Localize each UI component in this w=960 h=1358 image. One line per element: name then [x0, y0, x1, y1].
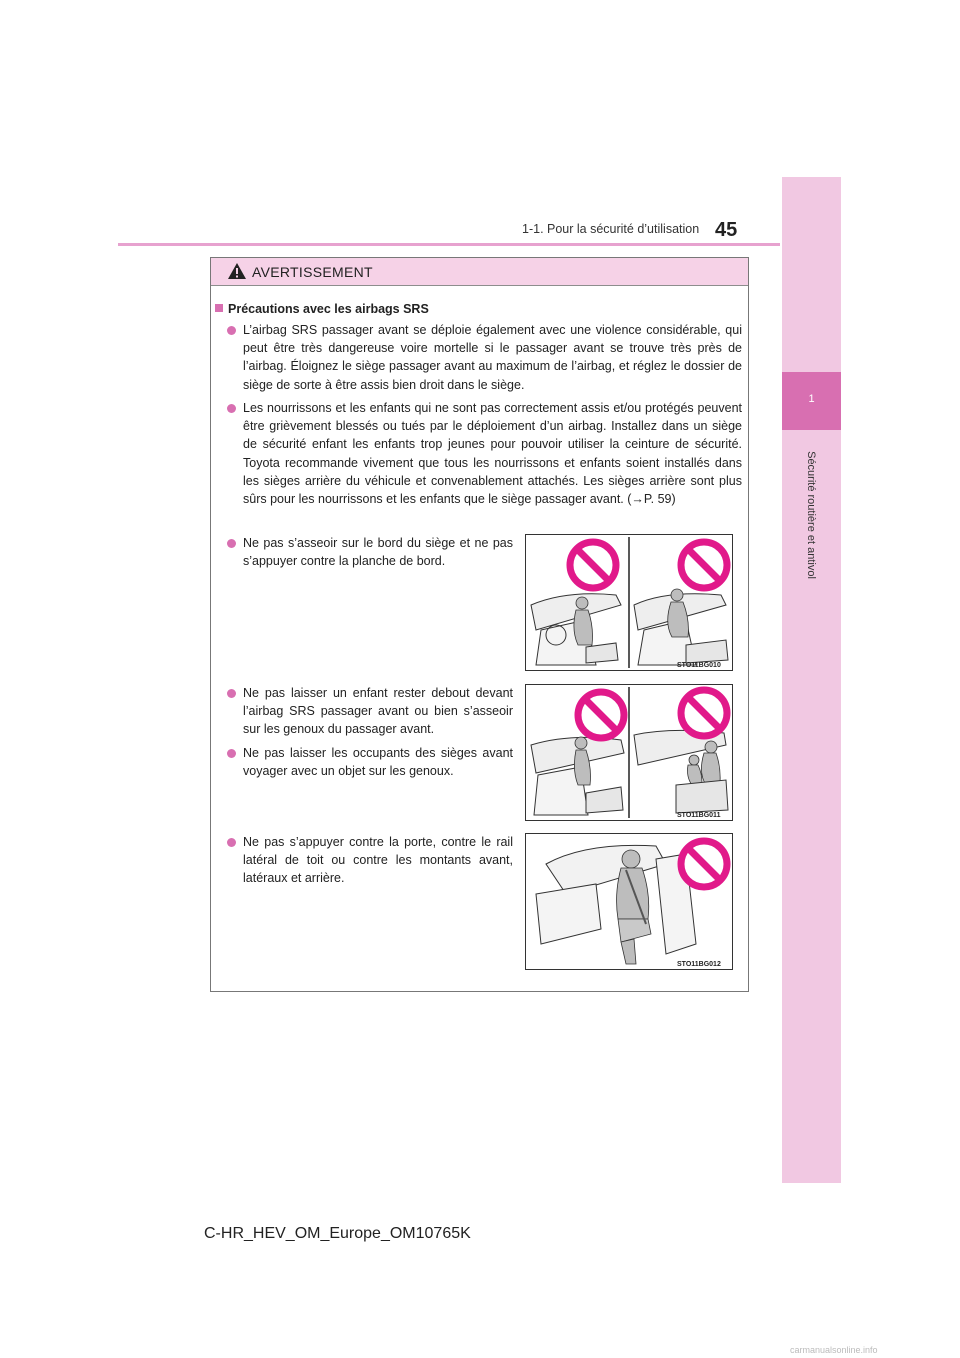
- bullet-dot-icon: [227, 326, 236, 335]
- warning-heading-text: Précautions avec les airbags SRS: [228, 302, 429, 316]
- illustration-child-standing-drawing: [526, 685, 732, 820]
- figure-item-2-text-2: Ne pas laisser les occupants des sièges avant voyager avec un objet sur les genoux.: [243, 746, 513, 779]
- warning-heading: [215, 302, 429, 316]
- illustration-seat-edge-drawing: [526, 535, 732, 670]
- bullet-dot-icon: [227, 539, 236, 548]
- figure-code: STO11BG011: [677, 812, 721, 819]
- prohibition-icon: [681, 690, 727, 736]
- figure-code: STO11BG010: [677, 662, 721, 669]
- illustration-seat-edge: [525, 534, 733, 671]
- illustration-leaning-door-drawing: [526, 834, 732, 969]
- figure-item-3-text: Ne pas s’appuyer contre la porte, contre le rail latéral de toit ou contre les montants avant, latéraux et arrière.: [243, 835, 513, 886]
- warning-bullet-1: L’airbag SRS passager avant se déploie également avec une violence considérable, qui peut être très dangereuse voire mortelle si le passager avant se trouve très près de l’airbag. Éloignez le siège passager avant au maximum de l’airbag, et réglez le dossier de siège de sorte à être assis bien droit dans le siège.: [243, 323, 742, 392]
- header-rule: [118, 243, 780, 246]
- chapter-side-tab: [782, 177, 841, 1183]
- section-title: 1-1. Pour la sécurité d’utilisation: [522, 222, 700, 236]
- figure-item-2-text-1: Ne pas laisser un enfant rester debout devant l’airbag SRS passager avant ou bien s’asseoir sur les genoux du passager avant.: [243, 686, 513, 737]
- prohibition-icon: [681, 841, 727, 887]
- warning-triangle-icon: [227, 262, 247, 280]
- illustration-child-standing: [525, 684, 733, 821]
- figure-code: STO11BG012: [677, 961, 721, 968]
- bullet-dot-icon: [227, 404, 236, 413]
- bullet-dot-icon: [227, 689, 236, 698]
- warning-label: AVERTISSEMENT: [252, 264, 373, 280]
- prohibition-icon: [578, 692, 624, 738]
- figure-item-1-text: Ne pas s’asseoir sur le bord du siège et ne pas s’appuyer contre la planche de bord.: [243, 536, 513, 569]
- illustration-leaning-door: [525, 833, 733, 970]
- watermark: carmanualsonline.info: [790, 1345, 878, 1355]
- warning-bullet-2: Les nourrissons et les enfants qui ne sont pas correctement assis et/ou protégés peuvent être grièvement blessés ou tués par le déploiement d’un airbag. Installez dans un siège de sécurité enfant les enfants trop jeunes pour pouvoir utiliser la ceinture de sécurité. Toyota recommande vivement que tous les nourrissons et enfants soient installés dans les sièges arrière du véhicule et convenablement attachés. Les sièges arrière sont plus sûrs pour les nourrissons et les enfants que le siège passager avant. (→P. 59): [243, 401, 742, 507]
- bullet-dot-icon: [227, 838, 236, 847]
- heading-square-icon: [215, 304, 223, 312]
- prohibition-icon: [681, 542, 727, 588]
- chapter-label-text: Sécurité routière et antivol: [805, 451, 817, 579]
- bullet-dot-icon: [227, 749, 236, 758]
- chapter-number: 1: [808, 393, 815, 405]
- page-number: 45: [715, 219, 738, 241]
- prohibition-icon: [570, 542, 616, 588]
- document-code: C-HR_HEV_OM_Europe_OM10765K: [204, 1225, 471, 1242]
